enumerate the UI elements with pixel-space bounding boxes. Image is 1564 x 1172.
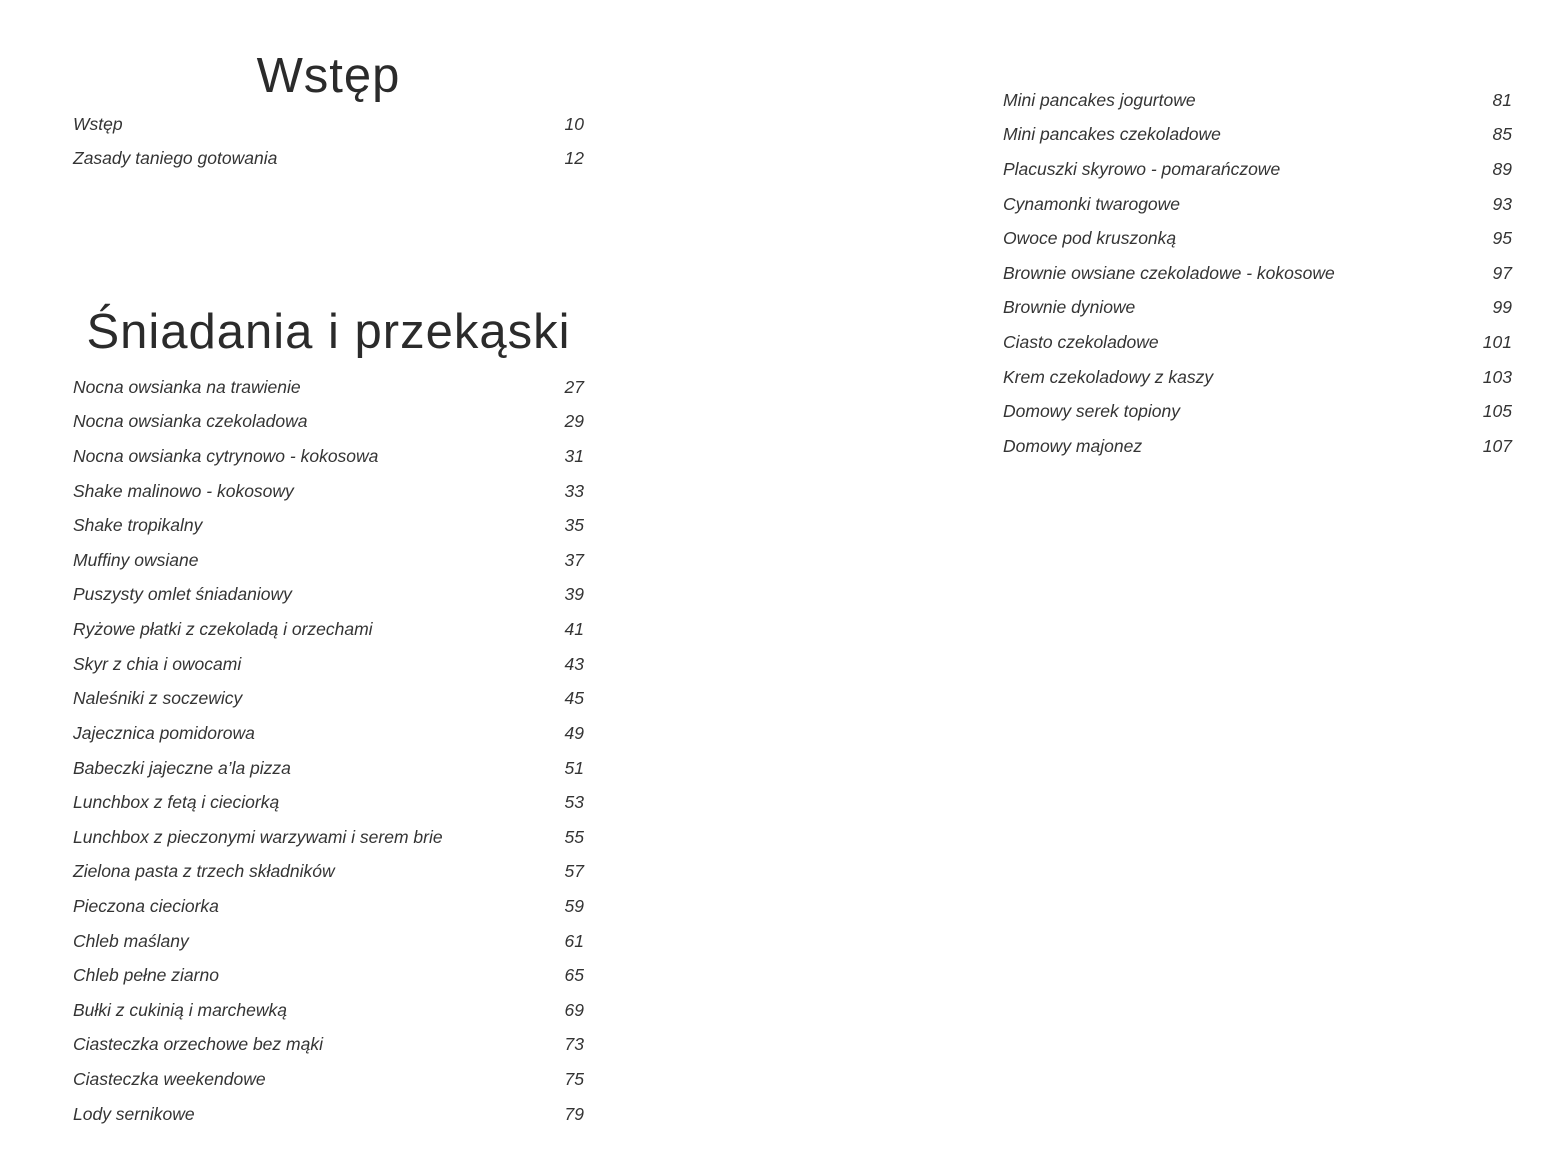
toc-entry — [1003, 221, 1512, 256]
entry-page-number: 59 — [564, 895, 584, 916]
entry-page-number: 101 — [1482, 332, 1512, 353]
entry-page-number: 12 — [564, 148, 584, 169]
toc-entry — [1003, 256, 1512, 291]
toc-list-right — [1003, 83, 1512, 464]
entry-page-number: 85 — [1492, 124, 1512, 145]
entry-title: Chleb maślany — [73, 930, 189, 951]
entry-title: Domowy serek topiony — [1003, 401, 1181, 422]
entry-page-number: 97 — [1492, 262, 1512, 283]
toc-entry — [1003, 429, 1512, 464]
entry-title: Domowy majonez — [1003, 435, 1143, 456]
toc-entry — [1003, 291, 1512, 326]
entry-page-number: 75 — [564, 1068, 584, 1089]
toc-entry — [73, 543, 584, 578]
toc-entry — [73, 578, 584, 613]
entry-page-number: 95 — [1492, 228, 1512, 249]
entry-page-number: 33 — [564, 480, 584, 501]
toc-entry — [73, 1097, 584, 1132]
entry-page-number: 73 — [564, 1034, 584, 1055]
entry-title: Cynamonki twarogowe — [1003, 193, 1181, 214]
toc-entry — [73, 370, 584, 405]
entry-title: Zielona pasta z trzech składników — [73, 861, 335, 882]
entry-page-number: 51 — [564, 757, 584, 778]
toc-entry — [73, 958, 584, 993]
entry-title: Wstęp — [73, 113, 123, 134]
toc-entry — [73, 405, 584, 440]
toc-entry — [73, 1028, 584, 1063]
toc-entry — [1003, 83, 1512, 118]
entry-title: Owoce pod kruszonką — [1003, 228, 1177, 249]
entry-title: Ciasteczka weekendowe — [73, 1068, 266, 1089]
toc-entry — [73, 716, 584, 751]
toc-entry — [1003, 325, 1512, 360]
entry-page-number: 49 — [564, 722, 584, 743]
toc-entry — [73, 142, 584, 177]
section-heading-wstep: Wstęp — [256, 49, 401, 103]
entry-page-number: 89 — [1492, 159, 1512, 180]
entry-title: Lunchbox z pieczonymi warzywami i serem brie — [73, 826, 443, 847]
toc-entry — [1003, 360, 1512, 395]
toc-list-sniadania — [73, 370, 584, 1131]
entry-title: Jajecznica pomidorowa — [73, 722, 255, 743]
entry-title: Bułki z cukinią i marchewką — [73, 999, 287, 1020]
toc-entry — [73, 681, 584, 716]
toc-entry — [73, 107, 584, 142]
entry-page-number: 37 — [564, 549, 584, 570]
entry-title: Shake malinowo - kokosowy — [73, 480, 294, 501]
entry-title: Ciasto czekoladowe — [1003, 332, 1159, 353]
entry-page-number: 61 — [564, 930, 584, 951]
entry-page-number: 79 — [564, 1103, 584, 1124]
entry-page-number: 10 — [564, 113, 584, 134]
entry-page-number: 29 — [564, 411, 584, 432]
toc-entry — [73, 612, 584, 647]
entry-title: Muffiny owsiane — [73, 549, 199, 570]
entry-page-number: 45 — [564, 688, 584, 709]
entry-title: Mini pancakes czekoladowe — [1003, 124, 1221, 145]
entry-page-number: 31 — [564, 446, 584, 467]
entry-page-number: 99 — [1492, 297, 1512, 318]
toc-entry — [73, 924, 584, 959]
entry-page-number: 41 — [564, 619, 584, 640]
entry-page-number: 69 — [564, 999, 584, 1020]
toc-list-wstep — [73, 107, 584, 176]
entry-page-number: 107 — [1482, 435, 1512, 456]
entry-page-number: 65 — [564, 965, 584, 986]
toc-entry — [73, 889, 584, 924]
toc-entry — [1003, 394, 1512, 429]
toc-entry — [1003, 152, 1512, 187]
entry-page-number: 39 — [564, 584, 584, 605]
entry-title: Shake tropikalny — [73, 515, 203, 536]
entry-page-number: 103 — [1482, 366, 1512, 387]
toc-entry — [73, 751, 584, 786]
entry-page-number: 81 — [1492, 89, 1512, 110]
entry-page-number: 105 — [1482, 401, 1512, 422]
toc-entry — [1003, 118, 1512, 153]
left-page-column — [73, 0, 584, 1172]
entry-page-number: 93 — [1492, 193, 1512, 214]
entry-title: Nocna owsianka czekoladowa — [73, 411, 308, 432]
entry-title: Brownie owsiane czekoladowe - kokosowe — [1003, 262, 1335, 283]
entry-title: Krem czekoladowy z kaszy — [1003, 366, 1214, 387]
right-page-column — [1003, 0, 1512, 1172]
entry-title: Nocna owsianka na trawienie — [73, 376, 301, 397]
entry-title: Zasady taniego gotowania — [73, 148, 278, 169]
entry-title: Pieczona cieciorka — [73, 895, 219, 916]
entry-title: Nocna owsianka cytrynowo - kokosowa — [73, 446, 379, 467]
entry-title: Ryżowe płatki z czekoladą i orzechami — [73, 619, 373, 640]
toc-entry — [73, 785, 584, 820]
entry-page-number: 57 — [564, 861, 584, 882]
toc-entry — [1003, 187, 1512, 222]
entry-title: Lody sernikowe — [73, 1103, 195, 1124]
toc-entry — [73, 439, 584, 474]
entry-page-number: 43 — [564, 653, 584, 674]
entry-title: Brownie dyniowe — [1003, 297, 1136, 318]
entry-page-number: 27 — [564, 376, 584, 397]
entry-page-number: 53 — [564, 792, 584, 813]
entry-title: Ciasteczka orzechowe bez mąki — [73, 1034, 323, 1055]
toc-entry — [73, 855, 584, 890]
entry-title: Naleśniki z soczewicy — [73, 688, 243, 709]
toc-entry — [73, 508, 584, 543]
entry-title: Puszysty omlet śniadaniowy — [73, 584, 292, 605]
toc-entry — [73, 820, 584, 855]
entry-title: Skyr z chia i owocami — [73, 653, 242, 674]
toc-entry — [73, 474, 584, 509]
entry-title: Chleb pełne ziarno — [73, 965, 219, 986]
entry-title: Mini pancakes jogurtowe — [1003, 89, 1196, 110]
entry-title: Babeczki jajeczne a’la pizza — [73, 757, 291, 778]
section-heading-sniadania: Śniadania i przekąski — [86, 305, 571, 359]
toc-entry — [73, 1062, 584, 1097]
toc-entry — [73, 993, 584, 1028]
entry-page-number: 35 — [564, 515, 584, 536]
entry-title: Lunchbox z fetą i cieciorką — [73, 792, 280, 813]
toc-entry — [73, 647, 584, 682]
entry-page-number: 55 — [564, 826, 584, 847]
entry-title: Placuszki skyrowo - pomarańczowe — [1003, 159, 1281, 180]
